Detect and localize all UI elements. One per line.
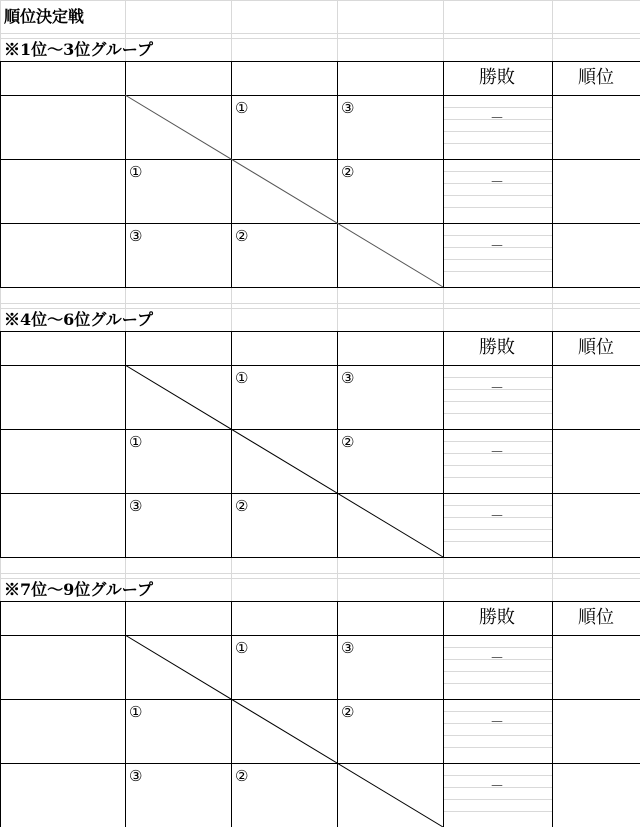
group-title: ※1位～3位グループ bbox=[4, 40, 153, 59]
result-value: － bbox=[490, 651, 504, 667]
result-value: － bbox=[490, 715, 504, 731]
page-title: 順位決定戦 bbox=[4, 7, 85, 26]
match-mark: ③ bbox=[129, 497, 143, 515]
match-mark: ③ bbox=[129, 767, 143, 785]
result-value: － bbox=[490, 239, 504, 255]
result-header: 勝敗 bbox=[479, 337, 515, 358]
result-value: － bbox=[490, 445, 504, 461]
match-mark: ② bbox=[341, 703, 355, 721]
rank-header: 順位 bbox=[578, 337, 614, 358]
result-value: － bbox=[490, 509, 504, 525]
match-mark: ② bbox=[235, 227, 249, 245]
result-header: 勝敗 bbox=[479, 67, 515, 88]
match-mark: ③ bbox=[341, 99, 355, 117]
rank-header: 順位 bbox=[578, 607, 614, 628]
match-mark: ③ bbox=[341, 369, 355, 387]
result-value: － bbox=[490, 175, 504, 191]
match-mark: ② bbox=[235, 767, 249, 785]
match-mark: ① bbox=[129, 703, 143, 721]
group-title: ※7位～9位グループ bbox=[4, 580, 153, 599]
group-title: ※4位～6位グループ bbox=[4, 310, 153, 329]
result-value: － bbox=[490, 779, 504, 795]
match-mark: ① bbox=[235, 369, 249, 387]
match-mark: ① bbox=[129, 163, 143, 181]
match-mark: ② bbox=[341, 433, 355, 451]
match-mark: ① bbox=[235, 639, 249, 657]
match-mark: ③ bbox=[129, 227, 143, 245]
match-mark: ① bbox=[235, 99, 249, 117]
match-mark: ② bbox=[235, 497, 249, 515]
match-mark: ② bbox=[341, 163, 355, 181]
rank-header: 順位 bbox=[578, 67, 614, 88]
result-header: 勝敗 bbox=[479, 607, 515, 628]
result-value: － bbox=[490, 111, 504, 127]
match-mark: ① bbox=[129, 433, 143, 451]
result-value: － bbox=[490, 381, 504, 397]
match-mark: ③ bbox=[341, 639, 355, 657]
